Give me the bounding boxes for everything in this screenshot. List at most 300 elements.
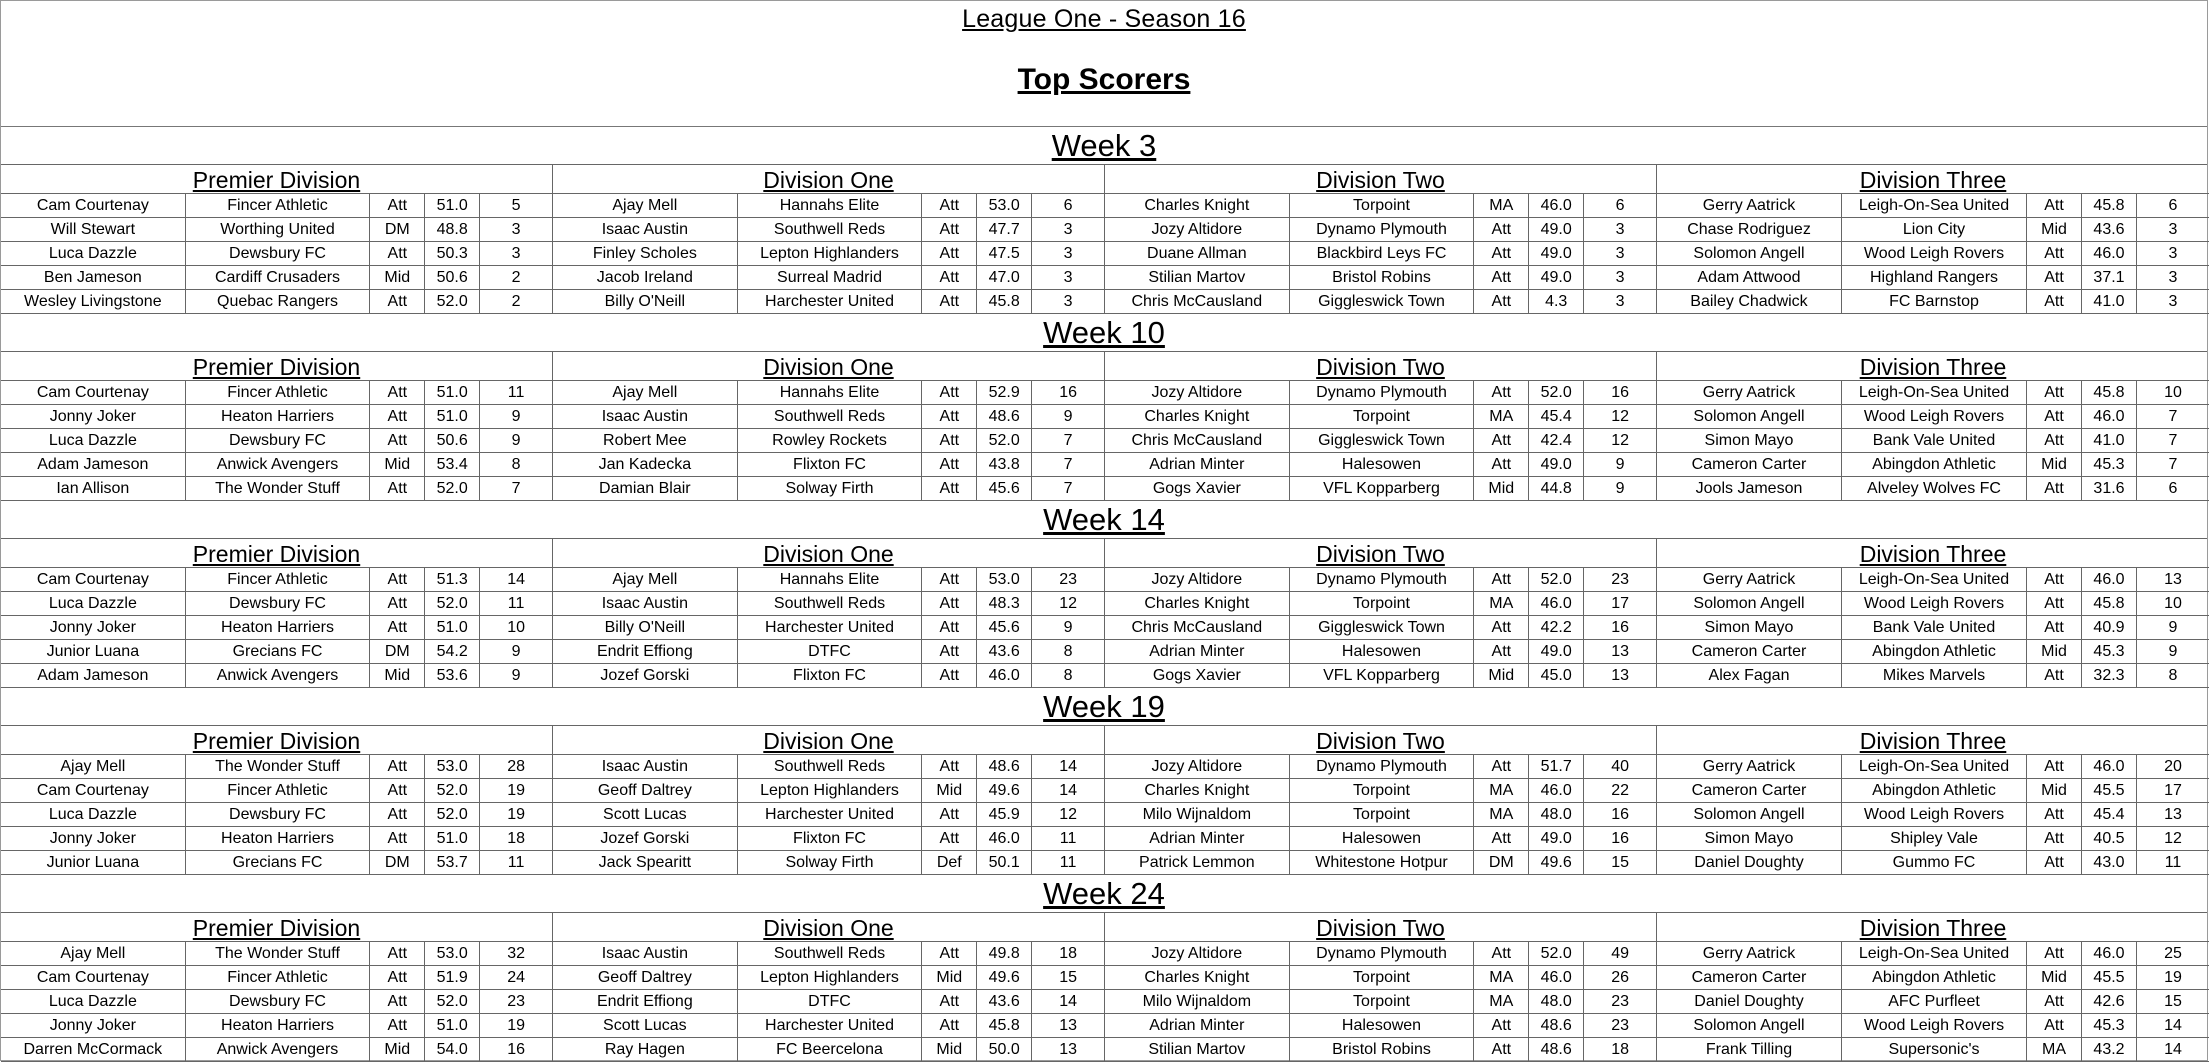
position-cell[interactable]: Att	[2027, 477, 2082, 500]
position-cell[interactable]: Mid	[922, 966, 977, 989]
position-cell[interactable]: Att	[922, 568, 977, 591]
club-name-cell[interactable]: Hannahs Elite	[738, 381, 923, 404]
position-cell[interactable]: Att	[1474, 1038, 1529, 1061]
goals-cell[interactable]: 8	[511, 456, 521, 473]
club-name-cell[interactable]: Dynamo Plymouth	[1290, 568, 1475, 591]
goals-cell[interactable]: 13	[1059, 1041, 1077, 1058]
position-cell[interactable]: Def	[922, 851, 977, 874]
rating-cell[interactable]: 53.0	[425, 942, 480, 965]
goals-cell[interactable]: 15	[1059, 969, 1077, 986]
position-cell[interactable]: Att	[370, 290, 425, 313]
rating-cell[interactable]: 46.0	[2082, 405, 2137, 428]
club-name-cell[interactable]: VFL Kopparberg	[1290, 477, 1475, 500]
club-name-cell[interactable]: Giggleswick Town	[1290, 429, 1475, 452]
rating-cell[interactable]: 43.0	[2082, 851, 2137, 874]
position-cell[interactable]: MA	[2027, 1038, 2082, 1061]
goals-cell[interactable]: 7	[511, 480, 521, 497]
player-name-cell[interactable]: Will Stewart	[1, 218, 186, 241]
club-name-cell[interactable]: Torpoint	[1290, 592, 1475, 615]
club-name-cell[interactable]: VFL Kopparberg	[1290, 664, 1475, 687]
rating-cell[interactable]: 53.6	[425, 664, 480, 687]
rating-cell[interactable]: 31.6	[2082, 477, 2137, 500]
rating-cell[interactable]: 45.4	[1529, 405, 1584, 428]
club-name-cell[interactable]: Solway Firth	[738, 851, 923, 874]
player-name-cell[interactable]: Junior Luana	[1, 851, 186, 874]
player-name-cell[interactable]: Adam Jameson	[1, 664, 186, 687]
rating-cell[interactable]: 46.0	[2082, 942, 2137, 965]
goals-cell[interactable]: 40	[1611, 758, 1629, 775]
goals-cell[interactable]: 23	[507, 993, 525, 1010]
player-name-cell[interactable]: Adam Attwood	[1657, 266, 1842, 289]
goals-cell[interactable]: 3	[2168, 293, 2178, 310]
goals-cell[interactable]: 14	[1059, 993, 1077, 1010]
player-name-cell[interactable]: Isaac Austin	[553, 592, 738, 615]
position-cell[interactable]: Mid	[1474, 664, 1529, 687]
player-name-cell[interactable]: Scott Lucas	[553, 803, 738, 826]
goals-cell[interactable]: 14	[2164, 1041, 2182, 1058]
player-name-cell[interactable]: Junior Luana	[1, 640, 186, 663]
position-cell[interactable]: Att	[370, 803, 425, 826]
club-name-cell[interactable]: Fincer Athletic	[186, 381, 371, 404]
rating-cell[interactable]: 49.0	[1529, 218, 1584, 241]
rating-cell[interactable]: 47.7	[977, 218, 1032, 241]
club-name-cell[interactable]: Anwick Avengers	[186, 453, 371, 476]
goals-cell[interactable]: 17	[1611, 595, 1629, 612]
rating-cell[interactable]: 45.4	[2082, 803, 2137, 826]
club-name-cell[interactable]: Torpoint	[1290, 966, 1475, 989]
goals-cell[interactable]: 6	[1615, 197, 1625, 214]
rating-cell[interactable]: 51.3	[425, 568, 480, 591]
position-cell[interactable]: Att	[1474, 266, 1529, 289]
position-cell[interactable]: Att	[370, 1014, 425, 1037]
rating-cell[interactable]: 53.0	[425, 755, 480, 778]
position-cell[interactable]: Att	[370, 942, 425, 965]
goals-cell[interactable]: 13	[1059, 1017, 1077, 1034]
position-cell[interactable]: Att	[1474, 616, 1529, 639]
player-name-cell[interactable]: Jozy Altidore	[1105, 942, 1290, 965]
player-name-cell[interactable]: Isaac Austin	[553, 942, 738, 965]
club-name-cell[interactable]: Dewsbury FC	[186, 242, 371, 265]
position-cell[interactable]: Att	[370, 429, 425, 452]
player-name-cell[interactable]: Cameron Carter	[1657, 640, 1842, 663]
rating-cell[interactable]: 49.8	[977, 942, 1032, 965]
rating-cell[interactable]: 52.0	[977, 429, 1032, 452]
position-cell[interactable]: Att	[1474, 242, 1529, 265]
position-cell[interactable]: Att	[1474, 218, 1529, 241]
rating-cell[interactable]: 51.0	[425, 1014, 480, 1037]
club-name-cell[interactable]: Fincer Athletic	[186, 966, 371, 989]
position-cell[interactable]: Att	[2027, 1014, 2082, 1037]
player-name-cell[interactable]: Adrian Minter	[1105, 827, 1290, 850]
goals-cell[interactable]: 11	[1059, 854, 1077, 871]
player-name-cell[interactable]: Wesley Livingstone	[1, 290, 186, 313]
club-name-cell[interactable]: Abingdon Athletic	[1842, 966, 2027, 989]
player-name-cell[interactable]: Daniel Doughty	[1657, 851, 1842, 874]
club-name-cell[interactable]: Dynamo Plymouth	[1290, 381, 1475, 404]
club-name-cell[interactable]: Torpoint	[1290, 803, 1475, 826]
goals-cell[interactable]: 19	[507, 1017, 525, 1034]
club-name-cell[interactable]: Bristol Robins	[1290, 1038, 1475, 1061]
position-cell[interactable]: Mid	[922, 779, 977, 802]
club-name-cell[interactable]: Leigh-On-Sea United	[1842, 568, 2027, 591]
club-name-cell[interactable]: Torpoint	[1290, 990, 1475, 1013]
player-name-cell[interactable]: Ian Allison	[1, 477, 186, 500]
player-name-cell[interactable]: Jozy Altidore	[1105, 381, 1290, 404]
rating-cell[interactable]: 42.2	[1529, 616, 1584, 639]
club-name-cell[interactable]: Wood Leigh Rovers	[1842, 1014, 2027, 1037]
position-cell[interactable]: Mid	[922, 1038, 977, 1061]
position-cell[interactable]: Att	[370, 966, 425, 989]
club-name-cell[interactable]: AFC Purfleet	[1842, 990, 2027, 1013]
rating-cell[interactable]: 52.0	[425, 290, 480, 313]
rating-cell[interactable]: 48.6	[1529, 1014, 1584, 1037]
goals-cell[interactable]: 8	[1063, 667, 1073, 684]
club-name-cell[interactable]: Dynamo Plymouth	[1290, 755, 1475, 778]
rating-cell[interactable]: 50.6	[425, 429, 480, 452]
goals-cell[interactable]: 13	[1611, 643, 1629, 660]
goals-cell[interactable]: 9	[511, 408, 521, 425]
position-cell[interactable]: Mid	[2027, 218, 2082, 241]
player-name-cell[interactable]: Solomon Angell	[1657, 592, 1842, 615]
goals-cell[interactable]: 9	[2168, 643, 2178, 660]
position-cell[interactable]: Att	[2027, 429, 2082, 452]
goals-cell[interactable]: 9	[2168, 619, 2178, 636]
rating-cell[interactable]: 40.9	[2082, 616, 2137, 639]
rating-cell[interactable]: 32.3	[2082, 664, 2137, 687]
position-cell[interactable]: Att	[1474, 640, 1529, 663]
player-name-cell[interactable]: Isaac Austin	[553, 755, 738, 778]
position-cell[interactable]: MA	[1474, 194, 1529, 217]
rating-cell[interactable]: 52.0	[425, 477, 480, 500]
goals-cell[interactable]: 12	[2164, 830, 2182, 847]
position-cell[interactable]: Att	[2027, 266, 2082, 289]
player-name-cell[interactable]: Simon Mayo	[1657, 429, 1842, 452]
goals-cell[interactable]: 9	[511, 432, 521, 449]
player-name-cell[interactable]: Robert Mee	[553, 429, 738, 452]
rating-cell[interactable]: 50.3	[425, 242, 480, 265]
position-cell[interactable]: Att	[922, 827, 977, 850]
rating-cell[interactable]: 43.6	[2082, 218, 2137, 241]
position-cell[interactable]: Att	[922, 290, 977, 313]
player-name-cell[interactable]: Cam Courtenay	[1, 194, 186, 217]
position-cell[interactable]: Att	[2027, 990, 2082, 1013]
goals-cell[interactable]: 2	[511, 269, 521, 286]
player-name-cell[interactable]: Adrian Minter	[1105, 640, 1290, 663]
player-name-cell[interactable]: Gerry Aatrick	[1657, 194, 1842, 217]
goals-cell[interactable]: 22	[1611, 782, 1629, 799]
goals-cell[interactable]: 7	[1063, 432, 1073, 449]
player-name-cell[interactable]: Jacob Ireland	[553, 266, 738, 289]
position-cell[interactable]: Att	[2027, 803, 2082, 826]
club-name-cell[interactable]: Whitestone Hotpur	[1290, 851, 1475, 874]
player-name-cell[interactable]: Stilian Martov	[1105, 266, 1290, 289]
club-name-cell[interactable]: Flixton FC	[738, 453, 923, 476]
position-cell[interactable]: Att	[922, 405, 977, 428]
goals-cell[interactable]: 13	[2164, 571, 2182, 588]
club-name-cell[interactable]: Dewsbury FC	[186, 990, 371, 1013]
rating-cell[interactable]: 54.2	[425, 640, 480, 663]
rating-cell[interactable]: 52.0	[425, 592, 480, 615]
rating-cell[interactable]: 51.0	[425, 405, 480, 428]
player-name-cell[interactable]: Simon Mayo	[1657, 616, 1842, 639]
rating-cell[interactable]: 52.0	[1529, 568, 1584, 591]
player-name-cell[interactable]: Gerry Aatrick	[1657, 381, 1842, 404]
player-name-cell[interactable]: Cameron Carter	[1657, 779, 1842, 802]
position-cell[interactable]: Att	[922, 381, 977, 404]
position-cell[interactable]: Att	[1474, 290, 1529, 313]
position-cell[interactable]: Att	[370, 990, 425, 1013]
club-name-cell[interactable]: Heaton Harriers	[186, 1014, 371, 1037]
position-cell[interactable]: MA	[1474, 405, 1529, 428]
rating-cell[interactable]: 42.6	[2082, 990, 2137, 1013]
rating-cell[interactable]: 41.0	[2082, 290, 2137, 313]
position-cell[interactable]: MA	[1474, 966, 1529, 989]
club-name-cell[interactable]: Halesowen	[1290, 453, 1475, 476]
player-name-cell[interactable]: Ajay Mell	[1, 755, 186, 778]
goals-cell[interactable]: 32	[507, 945, 525, 962]
goals-cell[interactable]: 10	[2164, 384, 2182, 401]
rating-cell[interactable]: 52.0	[1529, 942, 1584, 965]
club-name-cell[interactable]: Blackbird Leys FC	[1290, 242, 1475, 265]
goals-cell[interactable]: 23	[1611, 993, 1629, 1010]
goals-cell[interactable]: 3	[2168, 245, 2178, 262]
goals-cell[interactable]: 19	[507, 782, 525, 799]
club-name-cell[interactable]: Halesowen	[1290, 827, 1475, 850]
goals-cell[interactable]: 16	[1611, 619, 1629, 636]
position-cell[interactable]: Att	[2027, 664, 2082, 687]
rating-cell[interactable]: 46.0	[1529, 194, 1584, 217]
position-cell[interactable]: Att	[922, 640, 977, 663]
club-name-cell[interactable]: Gummo FC	[1842, 851, 2027, 874]
position-cell[interactable]: Att	[370, 242, 425, 265]
club-name-cell[interactable]: Wood Leigh Rovers	[1842, 242, 2027, 265]
player-name-cell[interactable]: Damian Blair	[553, 477, 738, 500]
position-cell[interactable]: Mid	[2027, 779, 2082, 802]
rating-cell[interactable]: 45.6	[977, 616, 1032, 639]
club-name-cell[interactable]: Flixton FC	[738, 664, 923, 687]
goals-cell[interactable]: 3	[1615, 269, 1625, 286]
rating-cell[interactable]: 40.5	[2082, 827, 2137, 850]
rating-cell[interactable]: 49.0	[1529, 453, 1584, 476]
club-name-cell[interactable]: Abingdon Athletic	[1842, 453, 2027, 476]
rating-cell[interactable]: 46.0	[2082, 755, 2137, 778]
position-cell[interactable]: Att	[922, 592, 977, 615]
club-name-cell[interactable]: Southwell Reds	[738, 405, 923, 428]
rating-cell[interactable]: 50.1	[977, 851, 1032, 874]
goals-cell[interactable]: 2	[511, 293, 521, 310]
position-cell[interactable]: Att	[922, 616, 977, 639]
club-name-cell[interactable]: Bank Vale United	[1842, 429, 2027, 452]
goals-cell[interactable]: 3	[2168, 269, 2178, 286]
club-name-cell[interactable]: Highland Rangers	[1842, 266, 2027, 289]
player-name-cell[interactable]: Chris McCausland	[1105, 429, 1290, 452]
player-name-cell[interactable]: Endrit Effiong	[553, 640, 738, 663]
position-cell[interactable]: Att	[1474, 453, 1529, 476]
position-cell[interactable]: Mid	[2027, 640, 2082, 663]
player-name-cell[interactable]: Chase Rodriguez	[1657, 218, 1842, 241]
player-name-cell[interactable]: Duane Allman	[1105, 242, 1290, 265]
goals-cell[interactable]: 20	[2164, 758, 2182, 775]
position-cell[interactable]: Att	[370, 381, 425, 404]
goals-cell[interactable]: 19	[507, 806, 525, 823]
rating-cell[interactable]: 48.6	[1529, 1038, 1584, 1061]
position-cell[interactable]: Att	[922, 990, 977, 1013]
position-cell[interactable]: MA	[1474, 779, 1529, 802]
rating-cell[interactable]: 44.8	[1529, 477, 1584, 500]
goals-cell[interactable]: 3	[1063, 221, 1073, 238]
player-name-cell[interactable]: Darren McCormack	[1, 1038, 186, 1061]
player-name-cell[interactable]: Isaac Austin	[553, 218, 738, 241]
position-cell[interactable]: Mid	[370, 453, 425, 476]
club-name-cell[interactable]: Southwell Reds	[738, 942, 923, 965]
club-name-cell[interactable]: Flixton FC	[738, 827, 923, 850]
club-name-cell[interactable]: Surreal Madrid	[738, 266, 923, 289]
player-name-cell[interactable]: Isaac Austin	[553, 405, 738, 428]
rating-cell[interactable]: 51.0	[425, 616, 480, 639]
club-name-cell[interactable]: Solway Firth	[738, 477, 923, 500]
goals-cell[interactable]: 7	[1063, 456, 1073, 473]
club-name-cell[interactable]: FC Barnstop	[1842, 290, 2027, 313]
club-name-cell[interactable]: Dynamo Plymouth	[1290, 218, 1475, 241]
player-name-cell[interactable]: Gerry Aatrick	[1657, 568, 1842, 591]
goals-cell[interactable]: 28	[507, 758, 525, 775]
club-name-cell[interactable]: Halesowen	[1290, 640, 1475, 663]
goals-cell[interactable]: 15	[2164, 993, 2182, 1010]
rating-cell[interactable]: 43.2	[2082, 1038, 2137, 1061]
player-name-cell[interactable]: Gogs Xavier	[1105, 664, 1290, 687]
rating-cell[interactable]: 46.0	[1529, 592, 1584, 615]
club-name-cell[interactable]: Fincer Athletic	[186, 779, 371, 802]
position-cell[interactable]: Att	[370, 194, 425, 217]
club-name-cell[interactable]: Heaton Harriers	[186, 616, 371, 639]
rating-cell[interactable]: 48.3	[977, 592, 1032, 615]
goals-cell[interactable]: 3	[511, 245, 521, 262]
player-name-cell[interactable]: Geoff Daltrey	[553, 966, 738, 989]
rating-cell[interactable]: 45.8	[977, 290, 1032, 313]
rating-cell[interactable]: 45.8	[977, 1014, 1032, 1037]
position-cell[interactable]: Att	[922, 194, 977, 217]
position-cell[interactable]: Att	[370, 568, 425, 591]
position-cell[interactable]: Att	[922, 266, 977, 289]
player-name-cell[interactable]: Jozy Altidore	[1105, 218, 1290, 241]
position-cell[interactable]: Att	[2027, 942, 2082, 965]
player-name-cell[interactable]: Adrian Minter	[1105, 453, 1290, 476]
goals-cell[interactable]: 3	[1615, 245, 1625, 262]
rating-cell[interactable]: 51.9	[425, 966, 480, 989]
goals-cell[interactable]: 6	[2168, 480, 2178, 497]
rating-cell[interactable]: 53.0	[977, 194, 1032, 217]
club-name-cell[interactable]: Lepton Highlanders	[738, 966, 923, 989]
player-name-cell[interactable]: Cam Courtenay	[1, 779, 186, 802]
player-name-cell[interactable]: Charles Knight	[1105, 966, 1290, 989]
position-cell[interactable]: Att	[370, 755, 425, 778]
position-cell[interactable]: MA	[1474, 803, 1529, 826]
rating-cell[interactable]: 53.7	[425, 851, 480, 874]
player-name-cell[interactable]: Scott Lucas	[553, 1014, 738, 1037]
club-name-cell[interactable]: Leigh-On-Sea United	[1842, 942, 2027, 965]
rating-cell[interactable]: 49.0	[1529, 640, 1584, 663]
player-name-cell[interactable]: Jan Kadecka	[553, 453, 738, 476]
goals-cell[interactable]: 12	[1611, 408, 1629, 425]
position-cell[interactable]: Att	[370, 592, 425, 615]
position-cell[interactable]: DM	[370, 218, 425, 241]
player-name-cell[interactable]: Alex Fagan	[1657, 664, 1842, 687]
club-name-cell[interactable]: Hannahs Elite	[738, 568, 923, 591]
player-name-cell[interactable]: Charles Knight	[1105, 592, 1290, 615]
player-name-cell[interactable]: Chris McCausland	[1105, 290, 1290, 313]
rating-cell[interactable]: 46.0	[1529, 779, 1584, 802]
rating-cell[interactable]: 49.0	[1529, 827, 1584, 850]
player-name-cell[interactable]: Cameron Carter	[1657, 966, 1842, 989]
player-name-cell[interactable]: Jools Jameson	[1657, 477, 1842, 500]
rating-cell[interactable]: 50.0	[977, 1038, 1032, 1061]
position-cell[interactable]: Att	[2027, 592, 2082, 615]
player-name-cell[interactable]: Finley Scholes	[553, 242, 738, 265]
goals-cell[interactable]: 18	[1611, 1041, 1629, 1058]
goals-cell[interactable]: 3	[2168, 221, 2178, 238]
goals-cell[interactable]: 9	[511, 643, 521, 660]
goals-cell[interactable]: 16	[1611, 830, 1629, 847]
club-name-cell[interactable]: Harchester United	[738, 290, 923, 313]
goals-cell[interactable]: 11	[1059, 830, 1077, 847]
goals-cell[interactable]: 19	[2164, 969, 2182, 986]
position-cell[interactable]: MA	[1474, 592, 1529, 615]
rating-cell[interactable]: 54.0	[425, 1038, 480, 1061]
club-name-cell[interactable]: DTFC	[738, 990, 923, 1013]
goals-cell[interactable]: 15	[1611, 854, 1629, 871]
goals-cell[interactable]: 16	[507, 1041, 525, 1058]
player-name-cell[interactable]: Daniel Doughty	[1657, 990, 1842, 1013]
goals-cell[interactable]: 11	[507, 595, 525, 612]
rating-cell[interactable]: 46.0	[977, 827, 1032, 850]
club-name-cell[interactable]: Giggleswick Town	[1290, 290, 1475, 313]
rating-cell[interactable]: 52.0	[1529, 381, 1584, 404]
club-name-cell[interactable]: Leigh-On-Sea United	[1842, 755, 2027, 778]
position-cell[interactable]: DM	[1474, 851, 1529, 874]
player-name-cell[interactable]: Solomon Angell	[1657, 803, 1842, 826]
rating-cell[interactable]: 47.5	[977, 242, 1032, 265]
goals-cell[interactable]: 9	[1063, 408, 1073, 425]
club-name-cell[interactable]: DTFC	[738, 640, 923, 663]
player-name-cell[interactable]: Cam Courtenay	[1, 568, 186, 591]
rating-cell[interactable]: 51.0	[425, 381, 480, 404]
goals-cell[interactable]: 14	[1059, 758, 1077, 775]
position-cell[interactable]: Att	[922, 1014, 977, 1037]
goals-cell[interactable]: 16	[1059, 384, 1077, 401]
club-name-cell[interactable]: Dewsbury FC	[186, 803, 371, 826]
rating-cell[interactable]: 43.8	[977, 453, 1032, 476]
club-name-cell[interactable]: Southwell Reds	[738, 755, 923, 778]
player-name-cell[interactable]: Jozef Gorski	[553, 827, 738, 850]
club-name-cell[interactable]: Lepton Highlanders	[738, 242, 923, 265]
goals-cell[interactable]: 6	[2168, 197, 2178, 214]
club-name-cell[interactable]: Torpoint	[1290, 405, 1475, 428]
rating-cell[interactable]: 48.0	[1529, 803, 1584, 826]
position-cell[interactable]: Att	[922, 242, 977, 265]
goals-cell[interactable]: 49	[1611, 945, 1629, 962]
rating-cell[interactable]: 41.0	[2082, 429, 2137, 452]
position-cell[interactable]: Att	[370, 616, 425, 639]
club-name-cell[interactable]: Leigh-On-Sea United	[1842, 194, 2027, 217]
goals-cell[interactable]: 5	[511, 197, 521, 214]
rating-cell[interactable]: 45.6	[977, 477, 1032, 500]
goals-cell[interactable]: 23	[1611, 1017, 1629, 1034]
club-name-cell[interactable]: Halesowen	[1290, 1014, 1475, 1037]
rating-cell[interactable]: 45.3	[2082, 453, 2137, 476]
player-name-cell[interactable]: Jonny Joker	[1, 616, 186, 639]
rating-cell[interactable]: 49.6	[1529, 851, 1584, 874]
club-name-cell[interactable]: Worthing United	[186, 218, 371, 241]
